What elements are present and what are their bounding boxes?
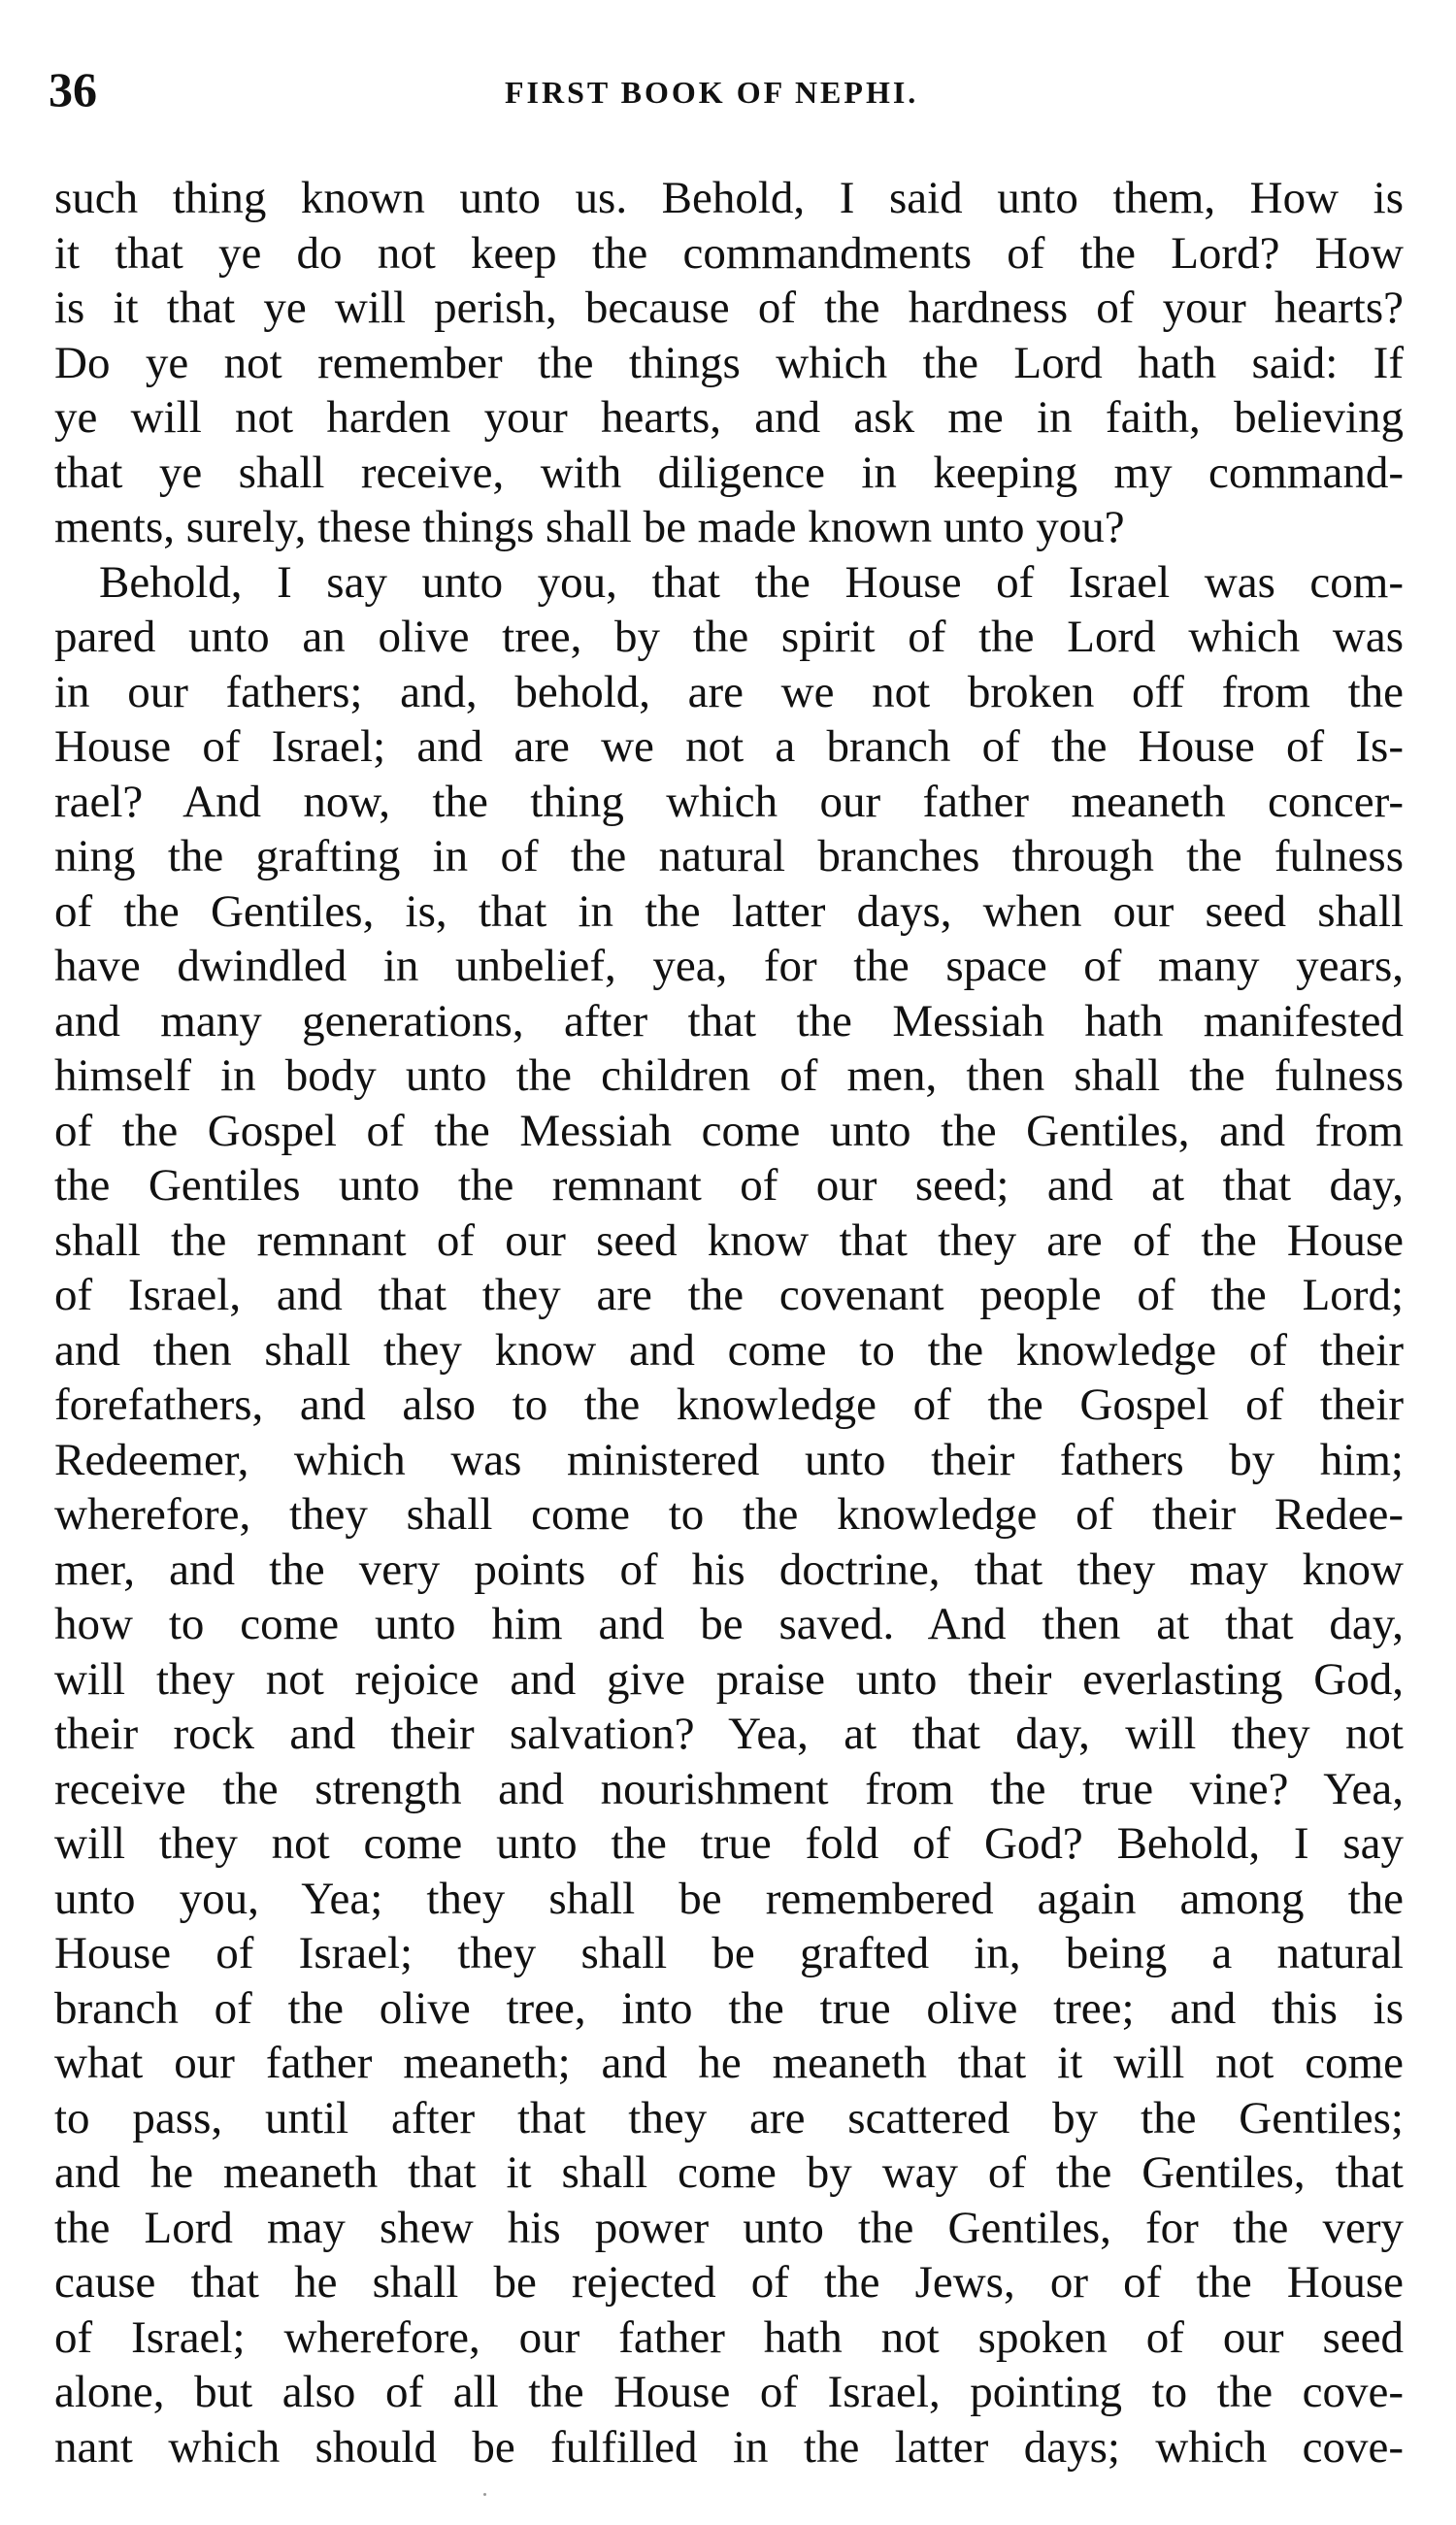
text-line: to pass, until after that they are scattered by the Gentiles; bbox=[54, 2092, 1404, 2143]
page-header bbox=[49, 60, 1407, 118]
print-speck bbox=[483, 2493, 486, 2496]
text-line: such thing known unto us. Behold, I said unto them, How is bbox=[54, 173, 1404, 223]
text-line: Redeemer, which was ministered unto their fathers by him; bbox=[54, 1434, 1404, 1485]
text-line: and he meaneth that it shall come by way of the Gentiles, that bbox=[54, 2147, 1404, 2198]
text-line: branch of the olive tree, into the true olive tree; and this is bbox=[54, 1982, 1404, 2034]
text-line: in our fathers; and, behold, are we not broken off from the bbox=[54, 666, 1404, 717]
text-line: of the Gospel of the Messiah come unto the Gentiles, and from bbox=[54, 1105, 1404, 1156]
text-line: shall the remnant of our seed know that they are of the House bbox=[54, 1214, 1404, 1266]
text-line: the Lord may shew his power unto the Gentiles, for the very bbox=[54, 2202, 1404, 2253]
text-line: forefathers, and also to the knowledge of the Gospel of their bbox=[54, 1379, 1404, 1430]
text-line: nant which should be fulfilled in the latter days; which cove- bbox=[54, 2421, 1404, 2473]
text-line: receive the strength and nourishment from the true vine? Yea, bbox=[54, 1763, 1404, 1814]
text-line: ments, surely, these things shall be made known unto you? bbox=[54, 502, 1125, 552]
text-line: that ye shall receive, with diligence in keeping my command- bbox=[54, 447, 1404, 498]
text-line: of Israel, and that they are the covenant people of the Lord; bbox=[54, 1270, 1404, 1320]
text-line: and many generations, after that the Messiah hath manifested bbox=[54, 995, 1404, 1047]
paragraph-first-line: Behold, I say unto you, that the House of Israel was com- bbox=[99, 556, 1404, 608]
text-line: alone, but also of all the House of Israel, pointing to the cove- bbox=[54, 2367, 1404, 2417]
text-line: pared unto an olive tree, by the spirit of the Lord which was bbox=[54, 612, 1404, 662]
text-line: will they not come unto the true fold of God? Behold, I say bbox=[54, 1818, 1404, 1869]
text-line: and then shall they know and come to the knowledge of their bbox=[54, 1324, 1404, 1376]
text-line: mer, and the very points of his doctrine, that they may know bbox=[54, 1544, 1404, 1595]
text-line: House of Israel; they shall be grafted in, being a natural bbox=[54, 1928, 1404, 1978]
text-line: will they not rejoice and give praise unto their everlasting God, bbox=[54, 1653, 1404, 1705]
text-line: ning the grafting in of the natural branches through the fulness bbox=[54, 831, 1404, 881]
text-line: is it that ye will perish, because of the hardness of your hearts? bbox=[54, 282, 1404, 333]
text-line: unto you, Yea; they shall be remembered again among the bbox=[54, 1873, 1404, 1924]
text-line: of the Gentiles, is, that in the latter days, when our seed shall bbox=[54, 885, 1404, 937]
text-line: House of Israel; and are we not a branch of the House of Is- bbox=[54, 721, 1404, 772]
text-line: their rock and their salvation? Yea, at that day, will they not bbox=[54, 1709, 1404, 1759]
text-line: wherefore, they shall come to the knowledge of their Redee- bbox=[54, 1489, 1404, 1540]
text-line: himself in body unto the children of men, then shall the fulness bbox=[54, 1050, 1404, 1101]
text-line: have dwindled in unbelief, yea, for the space of many years, bbox=[54, 941, 1404, 991]
text-line: what our father meaneth; and he meaneth that it will not come bbox=[54, 2038, 1404, 2088]
text-line: how to come unto him and be saved. And then at that day, bbox=[54, 1599, 1404, 1649]
page-number: 36 bbox=[49, 62, 97, 116]
running-title: FIRST BOOK OF NEPHI. bbox=[505, 75, 919, 110]
body-text bbox=[54, 171, 1404, 2475]
text-line: it that ye do not keep the commandments of the Lord? How bbox=[54, 227, 1404, 279]
text-line: cause that he shall be rejected of the Jews, or of the House bbox=[54, 2257, 1404, 2308]
text-line: Do ye not remember the things which the Lord hath said: If bbox=[54, 337, 1404, 388]
text-line: rael? And now, the thing which our father meaneth concer- bbox=[54, 776, 1404, 827]
text-line: ye will not harden your hearts, and ask me in faith, believing bbox=[54, 392, 1404, 443]
text-line: of Israel; wherefore, our father hath not spoken of our seed bbox=[54, 2311, 1404, 2363]
text-line: the Gentiles unto the remnant of our seed; and at that day, bbox=[54, 1160, 1404, 1211]
